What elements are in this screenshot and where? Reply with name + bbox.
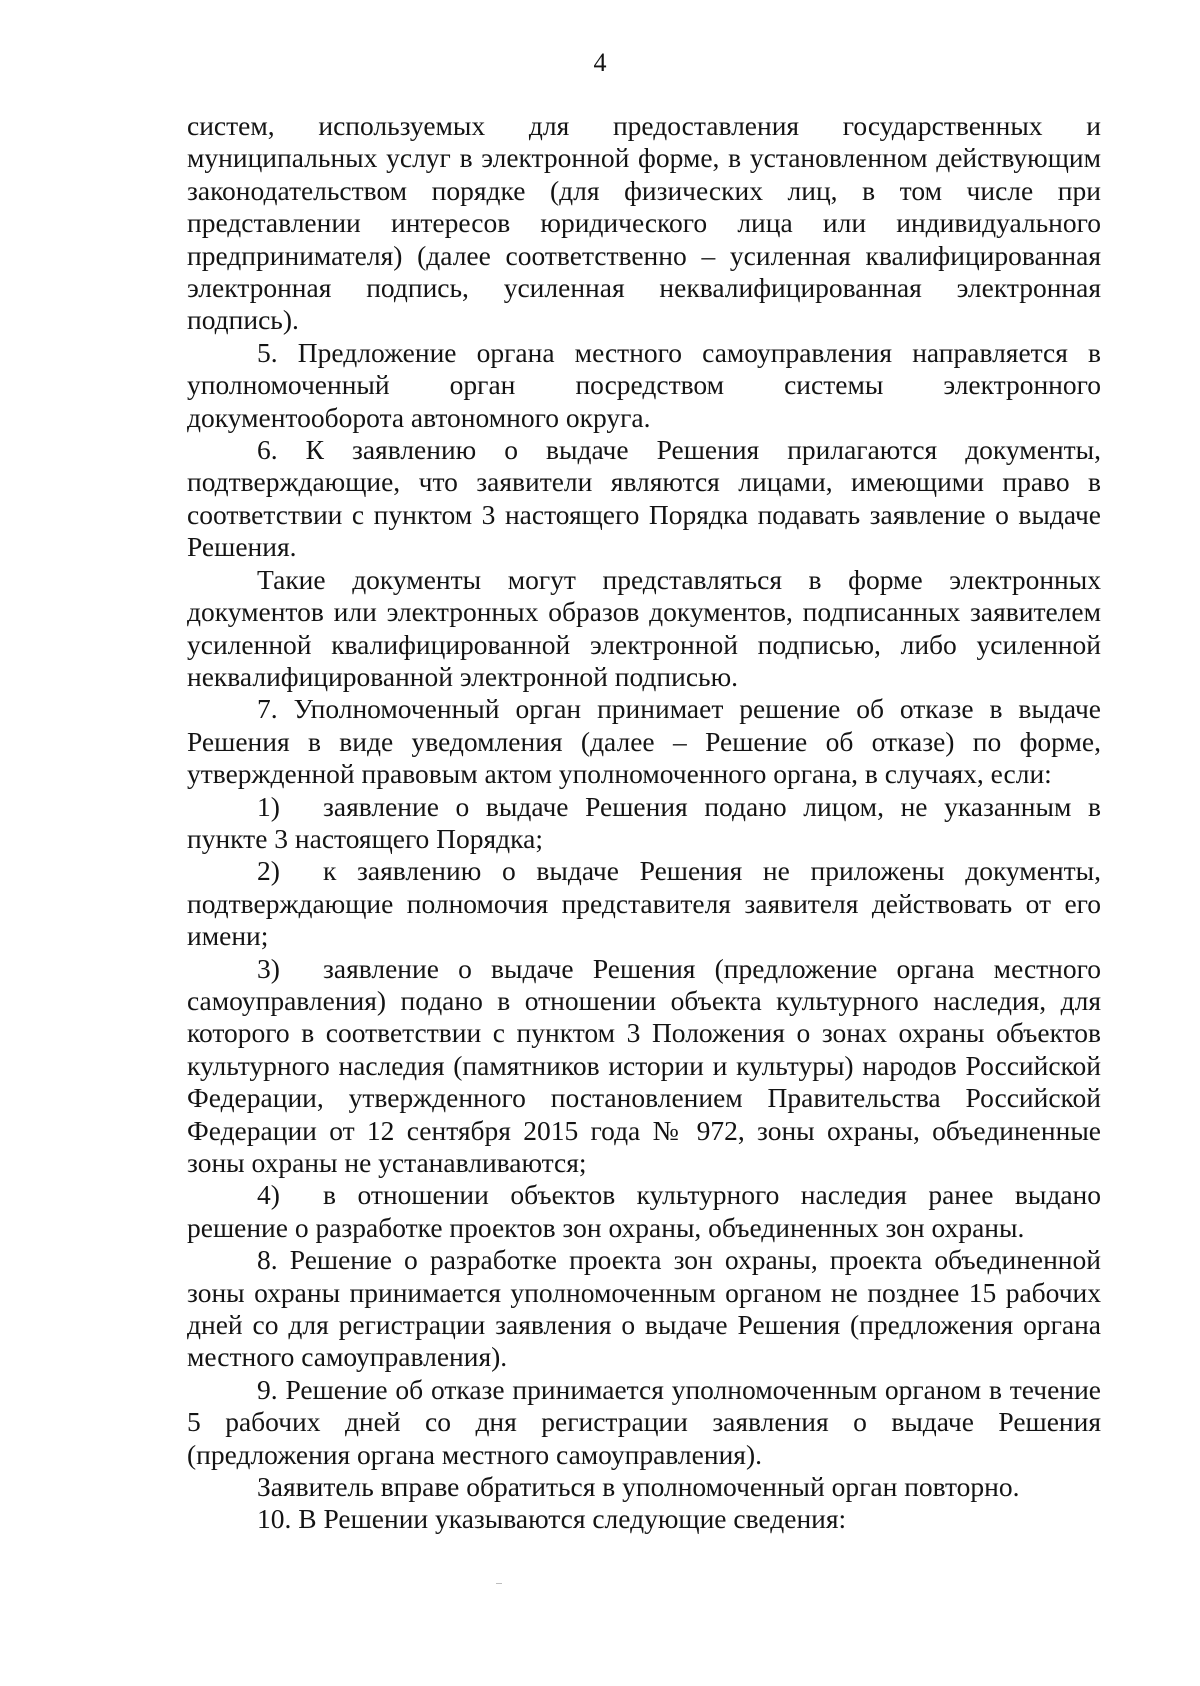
paragraph-6: 6. К заявлению о выдаче Решения прилагаются документы, подтверждающие, что заявители являются лицами, имеющими право в соответствии с пунктом 3 настоящего Порядка подавать заявление о выдаче Решения. [187,434,1101,563]
list-item-text: заявление о выдаче Решения подано лицом, не указанным в пункте 3 настоящего Порядка; [187,790,1101,854]
document-body [187,110,1101,1536]
list-item-4 [187,1179,1101,1244]
list-item-number: 4) [257,1179,280,1211]
paragraph-9: 9. Решение об отказе принимается уполномоченным органом в течение 5 рабочих дней со дня регистрации заявления о выдаче Решения (предложения органа местного самоуправления). [187,1373,1101,1470]
list-item-number: 1) [257,790,280,822]
scan-artifact [496,1583,502,1584]
list-item-2 [187,855,1101,952]
paragraph-8: 8. Решение о разработке проекта зон охраны, проекта объединенной зоны охраны принимается уполномоченным органом не позднее 15 рабочих дней со для регистрации заявления о выдаче Решения (предложения органа местного самоуправления). [187,1244,1101,1373]
list-item-number: 2) [257,855,280,887]
paragraph-continuation: систем, используемых для предоставления государственных и муниципальных услуг в электронной форме, в установленном действующим законодательством порядке (для физических лиц, в том числе при представлении интересов юридического лица или индивидуального предпринимателя) (далее соответственно – усиленная квалифицированная электронная подпись, усиленная неквалифицированная электронная подпись). [187,110,1101,336]
list-item-text: заявление о выдаче Решения (предложение органа местного самоуправления) подано в отношении объекта культурного наследия, для которого в соответствии с пунктом 3 Положения о зонах охраны объектов культурного наследия (памятников истории и культуры) народов Российской Федерации, утвержденного постановлением Правительства Российской Федерации от 12 сентября 2015 года № 972, зоны охраны, объединенные зоны охраны не устанавливаются; [187,952,1101,1178]
list-item-3 [187,953,1101,1180]
paragraph-5: 5. Предложение органа местного самоуправления направляется в уполномоченный орган посредством системы электронного документооборота автономного округа. [187,336,1101,433]
paragraph-7: 7. Уполномоченный орган принимает решение об отказе в выдаче Решения в виде уведомления (далее – Решение об отказе) по форме, утвержденной правовым актом уполномоченного органа, в случаях, если: [187,693,1101,790]
paragraph-10: 10. В Решении указываются следующие сведения: [257,1503,847,1535]
list-item-1 [187,791,1101,856]
list-item-number: 3) [257,952,280,984]
list-item-text: к заявлению о выдаче Решения не приложены документы, подтверждающие полномочия представителя заявителя действовать от его имени; [187,855,1101,952]
page-number: 4 [593,48,607,77]
list-item-text: в отношении объектов культурного наследия ранее выдано решение о разработке проектов зон охраны, объединенных зон охраны. [187,1179,1101,1243]
paragraph-6-documents: Такие документы могут представляться в форме электронных документов или электронных образов документов, подписанных заявителем усиленной квалифицированной электронной подписью, либо усиленной неквалифицированной электронной подписью. [187,563,1101,692]
paragraph-9-repeat-application: Заявитель вправе обратиться в уполномоченный орган повторно. [257,1471,1020,1503]
